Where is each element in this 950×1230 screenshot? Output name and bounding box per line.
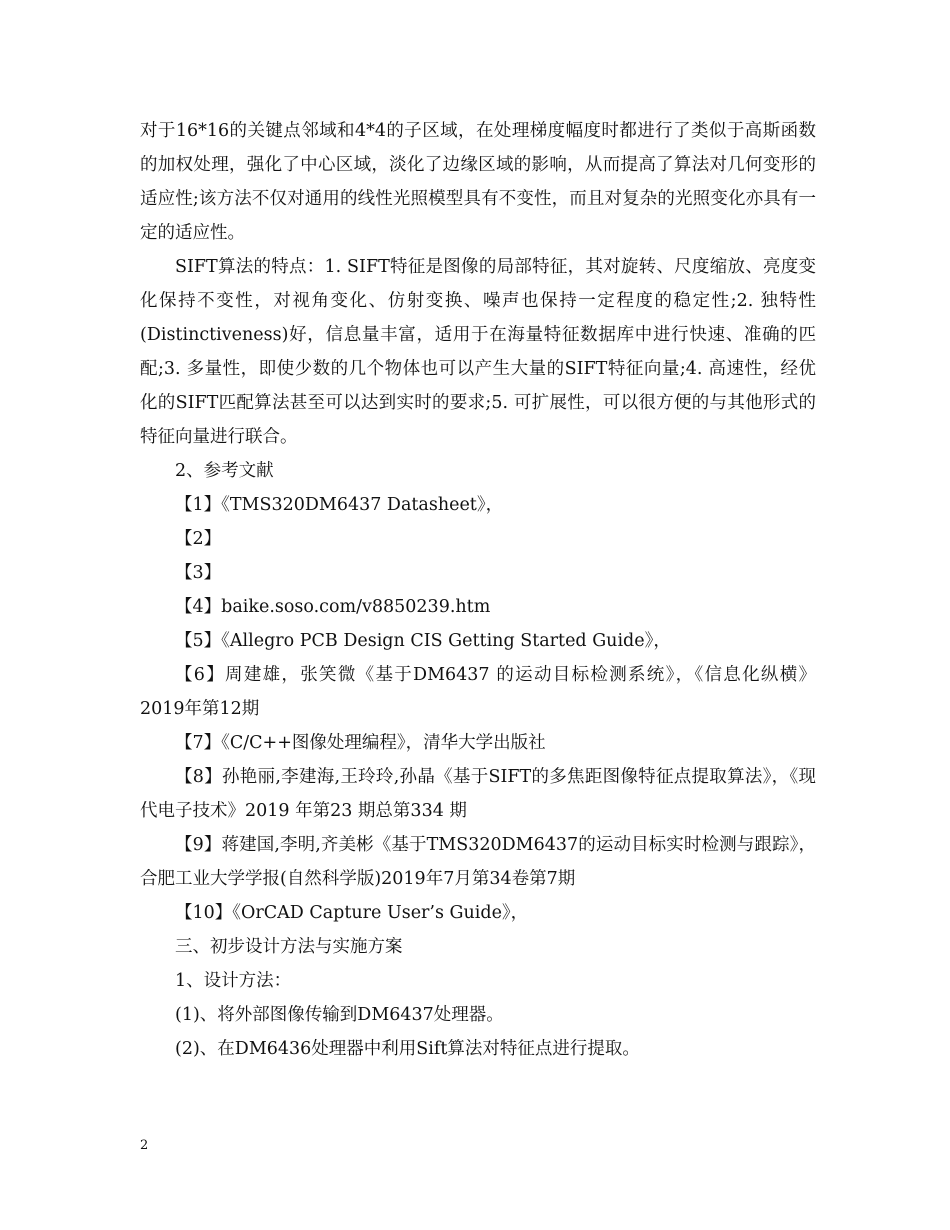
design-method-heading: 1、设计方法： <box>175 971 292 991</box>
reference-item-4: 【4】baike.soso.com/v8850239.htm <box>175 597 491 617</box>
reference-item-3: 【3】 <box>175 563 222 583</box>
reference-item-9: 【9】蒋建国,李明,齐美彬《基于TMS320DM6437的运动目标实时检测与跟踪》，合肥工业大学学报(自然科学版)2019年7月第34卷第7期 <box>140 835 816 889</box>
reference-item-2: 【2】 <box>175 529 222 549</box>
reference-item-1: 【1】《TMS320DM6437 Datasheet》， <box>175 495 504 515</box>
document-body <box>140 114 816 1066</box>
reference-item-6: 【6】周建雄，张笑微《基于DM6437 的运动目标检测系统》，《信息化纵横》2019年第12期 <box>140 665 816 719</box>
references-heading: 2、参考文献 <box>175 461 274 481</box>
design-step-2: (2)、在DM6436处理器中利用Sift算法对特征点进行提取。 <box>175 1039 640 1059</box>
design-step-1: (1)、将外部图像传输到DM6437处理器。 <box>175 1005 504 1025</box>
paragraph-gradient-weighting: 对于16*16的关键点邻域和4*4的子区域，在处理梯度幅度时都进行了类似于高斯函数的加权处理，强化了中心区域，淡化了边缘区域的影响，从而提高了算法对几何变形的适应性;该方法不仅对通用的线性光照模型具有不变性，而且对复杂的光照变化亦具有一定的适应性。 <box>140 121 816 243</box>
reference-item-8: 【8】孙艳丽,李建海,王玲玲,孙晶《基于SIFT的多焦距图像特征点提取算法》，《现代电子技术》2019 年第23 期总第334 期 <box>140 767 816 821</box>
reference-item-7: 【7】《C/C++图像处理编程》，清华大学出版社 <box>175 733 546 753</box>
design-section-heading: 三、初步设计方法与实施方案 <box>175 937 403 957</box>
page-number: 2 <box>140 1138 149 1153</box>
reference-item-10: 【10】《OrCAD Capture User’s Guide》， <box>175 903 529 923</box>
paragraph-sift-features: SIFT算法的特点：1. SIFT特征是图像的局部特征，其对旋转、尺度缩放、亮度变化保持不变性，对视角变化、仿射变换、噪声也保持一定程度的稳定性;2. 独特性(Distinctiveness)好，信息量丰富，适用于在海量特征数据库中进行快速、准确的匹配;3. 多量性，即使少数的几个物体也可以产生大量的SIFT特征向量;4. 高速性，经优化的SIFT匹配算法甚至可以达到实时的要求;5. 可扩展性，可以很方便的与其他形式的特征向量进行联合。 <box>140 257 816 447</box>
reference-item-5: 【5】《Allegro PCB Design CIS Getting Started Guide》， <box>175 631 671 651</box>
